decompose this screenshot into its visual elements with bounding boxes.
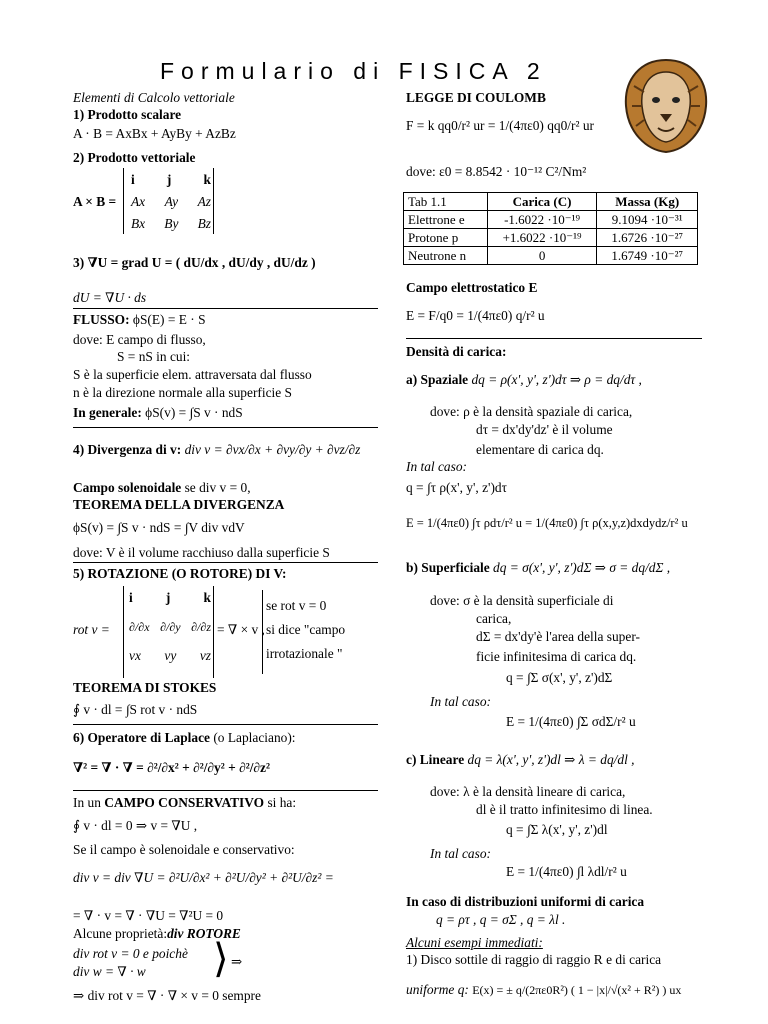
prodotto-scalare-heading: 1) Prodotto scalare [73, 107, 182, 122]
spaziale-q: q = ∫τ ρ(x', y', z')dτ [406, 480, 507, 495]
superficiale-dove2: carica, [476, 611, 512, 626]
proprieta-pre: Alcune proprietà: [73, 926, 168, 941]
matrix-cell: ∂/∂x [129, 620, 150, 635]
lineare-label: c) Lineare [406, 752, 465, 767]
lineare-formula: dq = λ(x', y', z')dl ⇒ λ = dq/dl , [467, 752, 635, 767]
rotore-matrix [129, 590, 211, 665]
stokes-formula: ∮ v · dl = ∫S rot v · ndS [73, 702, 198, 717]
matrix-cell: k [203, 590, 211, 605]
divider [73, 724, 378, 725]
particle-table [403, 192, 698, 265]
solenoidale-line [73, 480, 251, 496]
superficiale-E: E = 1/(4πε0) ∫Σ σdΣ/r² u [506, 714, 636, 729]
matrix-cell: vy [164, 648, 177, 664]
calcolo-vettoriale-subtitle: Elementi di Calcolo vettoriale [73, 90, 235, 105]
uniformi-formula: q = ρτ , q = σΣ , q = λl . [436, 912, 566, 927]
matrix-cell: ∂/∂z [191, 620, 211, 635]
divider [73, 427, 378, 428]
matrix-bar-left [123, 168, 124, 234]
divider [73, 562, 378, 563]
flusso-line [73, 312, 206, 328]
table-cell: Elettrone e [404, 211, 488, 229]
superficiale-formula: dq = σ(x', y', z')dΣ ⇒ σ = dq/dΣ , [493, 560, 671, 575]
matrix-cell: vz [199, 648, 211, 664]
spaziale-dove3: elementare di carica dq. [476, 442, 604, 457]
conservativo-formula: ∮ v · dl = 0 ⇒ v = ∇U , [73, 818, 198, 833]
rotore-note-line: se rot v = 0 [266, 598, 327, 613]
teorema-divergenza-heading: TEOREMA DELLA DIVERGENZA [73, 497, 285, 512]
table-cell: 1.6726 ·10⁻²⁷ [597, 229, 698, 247]
flusso-s: S = nS in cui: [117, 349, 191, 364]
page-title: Formulario di FISICA 2 [160, 58, 547, 84]
flusso-line2: n è la direzione normale alla superficie S [73, 385, 292, 400]
table-row [404, 211, 698, 229]
table-cell: 0 [487, 247, 597, 265]
esempi-formula: E(x) = ± q/(2πε0R²) ( 1 − |x|/√(x² + R²) ) ux [472, 983, 682, 997]
matrix-cell: By [164, 216, 179, 232]
uniformi-heading: In caso di distribuzioni uniformi di carica [406, 894, 645, 909]
laplace-formula: ∇² = ∇ · ∇ = ∂²/∂x² + ∂²/∂y² + ∂²/∂z² [73, 760, 271, 775]
campo-elettrostatico-heading: Campo elettrostatico E [406, 280, 538, 295]
superficiale-line [406, 560, 670, 576]
differenziale-formula: dU = ∇U · ds [73, 290, 147, 305]
div-grad-formula2: = ∇ · v = ∇ · ∇U = ∇²U = 0 [73, 908, 224, 923]
solenoidale-text: se div v = 0, [181, 480, 251, 495]
campo-elettrostatico-formula: E = F/q0 = 1/(4πε0) q/r² u [406, 308, 545, 323]
matrix-cell: j [166, 172, 172, 187]
gradiente-formula: 3) ∇U = grad U = ( dU/dx , dU/dy , dU/dz ) [73, 255, 316, 270]
esempi-line2 [406, 982, 681, 998]
divider [73, 790, 378, 791]
lineare-E: E = 1/(4πε0) ∫l λdl/r² u [506, 864, 627, 879]
matrix-cell: k [203, 172, 211, 187]
proprieta-3: ⇒ div rot v = ∇ · ∇ × v = 0 sempre [73, 988, 261, 1003]
proprieta-arrow: ⇒ [231, 954, 243, 969]
conservativo-line [73, 795, 296, 811]
laplace-heading: 6) Operatore di Laplace [73, 730, 210, 745]
superficiale-dove1: dove: σ è la densità superficiale di [430, 593, 614, 608]
flusso-line1: S è la superficie elem. attraversata dal flusso [73, 367, 312, 382]
conservativo-pre: In un [73, 795, 105, 810]
in-generale-label: In generale: [73, 405, 142, 420]
spaziale-dove1: dove: ρ è la densità spaziale di carica, [430, 404, 633, 419]
table-cell: Neutrone n [404, 247, 488, 265]
lion-logo [620, 56, 712, 154]
densita-heading: Densità di carica: [406, 344, 507, 359]
lineare-intal: In tal caso: [430, 846, 491, 861]
table-header: Tab 1.1 [404, 193, 488, 211]
matrix-cell: i [131, 172, 135, 187]
rotore-note-line: irrotazionale " [266, 646, 343, 661]
flusso-dove: dove: E campo di flusso, [73, 332, 206, 347]
conservativo-label: CAMPO CONSERVATIVO [104, 795, 265, 810]
rotore-heading: 5) ROTAZIONE (O ROTORE) DI V: [73, 566, 287, 581]
prodotto-scalare-formula: A · B = AxBx + AyBy + AzBz [73, 126, 236, 141]
esempi-label: uniforme q: [406, 982, 469, 997]
in-generale-line [73, 405, 243, 421]
rotore-rhs: = ∇ × v , [217, 622, 265, 637]
flusso-formula: ϕS(E) = E · S [132, 312, 206, 327]
spaziale-formula: dq = ρ(x', y', z')dτ ⇒ ρ = dq/dτ , [471, 372, 642, 387]
proprieta-2: div w = ∇ · w [73, 964, 146, 979]
matrix-bar-right [213, 586, 214, 678]
lineare-q: q = ∫Σ λ(x', y', z')dl [506, 822, 608, 837]
spaziale-label: a) Spaziale [406, 372, 469, 387]
rotore-note-line: si dice "campo [266, 622, 346, 637]
matrix-cell: ∂/∂y [160, 620, 181, 635]
superficiale-q: q = ∫Σ σ(x', y', z')dΣ [506, 670, 613, 685]
matrix-cell: i [129, 590, 133, 605]
esempi-line1: 1) Disco sottile di raggio di raggio R e di carica [406, 952, 662, 967]
lineare-line [406, 752, 635, 768]
spaziale-dove2: dτ = dx'dy'dz' è il volume [476, 422, 613, 437]
matrix-cell: Ax [131, 194, 146, 210]
table-row [404, 247, 698, 265]
in-generale-formula: ϕS(v) = ∫S v · ndS [145, 405, 243, 420]
spaziale-intal: In tal caso: [406, 459, 467, 474]
divergenza-formula: div v = ∂vx/∂x + ∂vy/∂y + ∂vz/∂z [184, 442, 361, 457]
table-header: Massa (Kg) [597, 193, 698, 211]
matrix-cell: j [165, 590, 171, 605]
matrix-bar-left [123, 586, 124, 678]
table-cell: +1.6022 ·10⁻¹⁹ [487, 229, 597, 247]
divergenza-heading: 4) Divergenza di v: [73, 442, 182, 457]
proprieta-1: div rot v = 0 e poichè [73, 946, 188, 961]
rotore-lhs: rot v = [73, 622, 110, 637]
superficiale-dove3: dΣ = dx'dy'è l'area della super- [476, 629, 640, 644]
table-header: Carica (C) [487, 193, 597, 211]
superficiale-intal: In tal caso: [430, 694, 491, 709]
divider [73, 308, 378, 309]
superficiale-label: b) Superficiale [406, 560, 490, 575]
prodotto-vettoriale-heading: 2) Prodotto vettoriale [73, 150, 196, 165]
matrix-cell: Bz [197, 216, 211, 232]
table-cell: -1.6022 ·10⁻¹⁹ [487, 211, 597, 229]
lineare-dove2: dl è il tratto infinitesimo di linea. [476, 802, 653, 817]
coulomb-dove: dove: ε0 = 8.8542 · 10⁻¹² C²/Nm² [406, 164, 587, 179]
prodotto-vettoriale-matrix [131, 172, 211, 232]
note-bar [262, 590, 263, 674]
table-row [404, 229, 698, 247]
prodotto-vettoriale-lhs: A × B = [73, 194, 117, 209]
teorema-divergenza-dove: dove: V è il volume racchiuso dalla superficie S [73, 545, 330, 560]
spaziale-E: E = 1/(4πε0) ∫τ ρdτ/r² u = 1/(4πε0) ∫τ ρ(x,y,z)dxdydz/r² u [406, 516, 688, 530]
laplace-heading2: (o Laplaciano): [210, 730, 296, 745]
laplace-line [73, 730, 296, 746]
matrix-cell: Ay [164, 194, 179, 210]
brace-symbol: ⟩ [213, 936, 229, 981]
table-header-row [404, 193, 698, 211]
matrix-bar-right [213, 168, 214, 234]
divergenza-line [73, 442, 360, 458]
spaziale-line [406, 372, 642, 388]
teorema-divergenza-formula: ϕS(v) = ∫S v · ndS = ∫V div vdV [73, 520, 245, 535]
conservativo-post: si ha: [264, 795, 297, 810]
matrix-cell: Az [197, 194, 211, 210]
proprieta-label: div ROTORE [167, 926, 241, 941]
div-grad-formula: div v = div ∇U = ∂²U/∂x² + ∂²U/∂y² + ∂²U/∂z² = [73, 870, 334, 885]
solenoidale-label: Campo solenoidale [73, 480, 182, 495]
matrix-cell: vx [129, 648, 141, 664]
table-cell: 1.6749 ·10⁻²⁷ [597, 247, 698, 265]
solenoidale-conservativo-text: Se il campo è solenoidale e conservativo: [73, 842, 295, 857]
flusso-heading: FLUSSO: [73, 312, 130, 327]
table-cell: 9.1094 ·10⁻³¹ [597, 211, 698, 229]
coulomb-formula: F = k qq0/r² ur = 1/(4πε0) qq0/r² ur [406, 118, 595, 133]
esempi-heading: Alcuni esempi immediati: [406, 935, 543, 950]
lineare-dove1: dove: λ è la densità lineare di carica, [430, 784, 626, 799]
coulomb-heading: LEGGE DI COULOMB [406, 90, 546, 105]
table-cell: Protone p [404, 229, 488, 247]
stokes-heading: TEOREMA DI STOKES [73, 680, 217, 695]
divider [406, 338, 702, 339]
matrix-cell: Bx [131, 216, 146, 232]
superficiale-dove4: ficie infinitesima di carica dq. [476, 649, 637, 664]
